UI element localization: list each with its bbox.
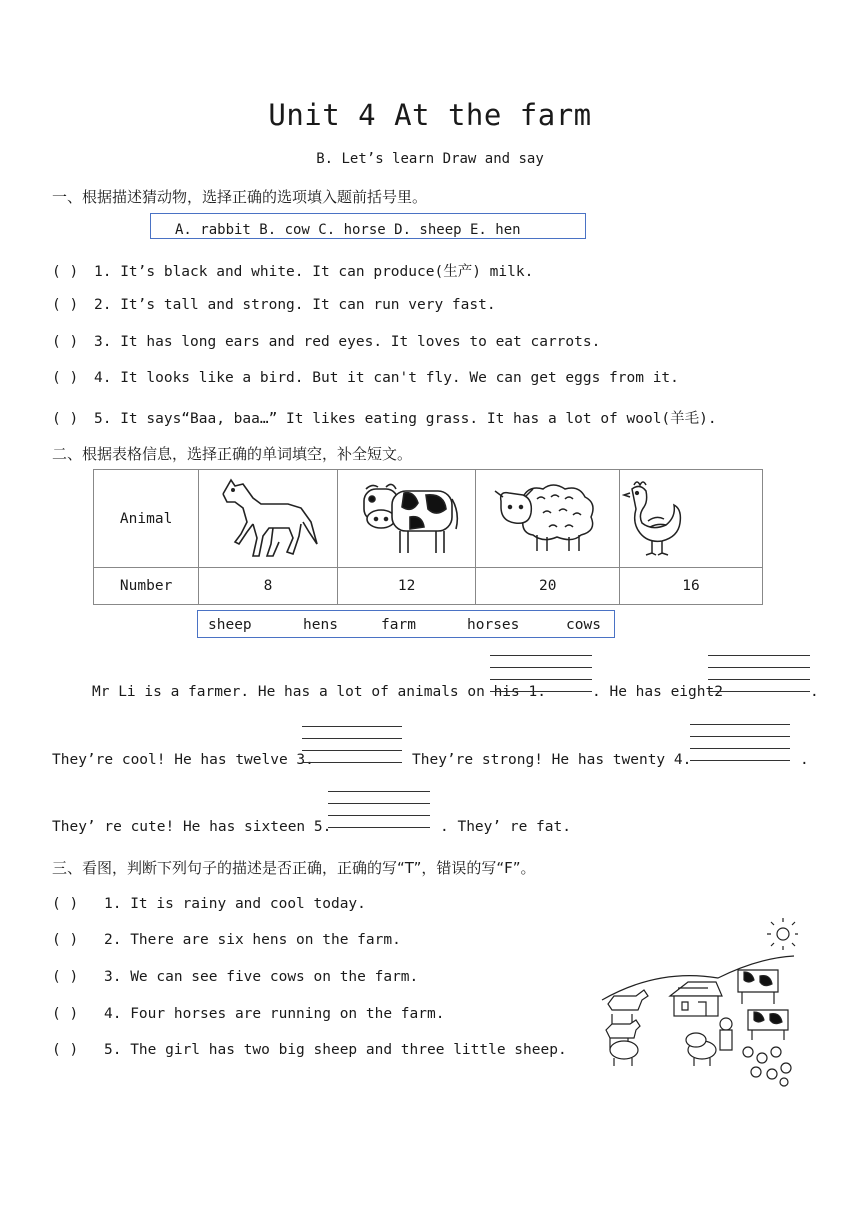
page-title: Unit 4 At the farm — [268, 98, 592, 132]
question-text: 1. It’s black and white. It can produce(生产) milk. — [94, 264, 534, 280]
answer-blank-4[interactable] — [690, 724, 790, 772]
number-cell: 12 — [337, 568, 476, 605]
question-item — [52, 932, 401, 948]
word-bank-item: farm — [381, 617, 416, 633]
row-label-number: Number — [94, 568, 199, 605]
answer-blank-5[interactable] — [328, 791, 430, 839]
answer-paren[interactable]: ( ) — [52, 334, 79, 350]
answer-blank-2[interactable] — [708, 655, 810, 703]
answer-paren[interactable]: ( ) — [52, 896, 79, 912]
number-cell: 8 — [199, 568, 338, 605]
animal-table — [93, 469, 763, 605]
question-text: 2. There are six hens on the farm. — [104, 932, 401, 948]
question-text: 2. It’s tall and strong. It can run very fast. — [94, 297, 496, 313]
question-item — [52, 297, 496, 313]
passage-text: They’re cool! He has twelve 3. — [52, 752, 314, 768]
question-item — [52, 407, 717, 428]
question-item — [52, 334, 600, 350]
answer-blank-3[interactable] — [302, 726, 402, 774]
part3-heading: 三、看图，判断下列句子的描述是否正确，正确的写“T”，错误的写“F”。 — [52, 859, 536, 877]
passage-text: Mr Li is a farmer. He has a lot of animals on his 1. — [92, 684, 546, 700]
word-bank — [197, 610, 615, 638]
passage-text: . They’ re fat. — [440, 819, 571, 835]
answer-paren[interactable]: ( ) — [52, 411, 79, 427]
question-text: 5. It says“Baa, baa…” It likes eating grass. It has a lot of wool(羊毛). — [94, 411, 717, 427]
question-item — [52, 1006, 444, 1022]
question-text: 3. We can see five cows on the farm. — [104, 969, 419, 985]
answer-paren[interactable]: ( ) — [52, 1006, 79, 1022]
answer-paren[interactable]: ( ) — [52, 1042, 79, 1058]
number-cell: 16 — [619, 568, 762, 605]
answer-paren[interactable]: ( ) — [52, 264, 79, 280]
page-subtitle: B. Let’s learn Draw and say — [316, 151, 544, 167]
question-item — [52, 969, 418, 985]
row-label-animal: Animal — [94, 470, 199, 568]
passage-text: . — [810, 684, 819, 700]
sheep-icon — [476, 470, 620, 568]
hen-icon — [619, 470, 762, 568]
answer-paren[interactable]: ( ) — [52, 932, 79, 948]
answer-paren[interactable]: ( ) — [52, 297, 79, 313]
part2-heading: 二、根据表格信息，选择正确的单词填空，补全短文。 — [52, 445, 413, 463]
word-bank-item: hens — [303, 617, 338, 633]
cow-icon — [337, 470, 476, 568]
question-text: 4. It looks like a bird. But it can't fly. We can get eggs from it. — [94, 370, 679, 386]
number-cell: 20 — [476, 568, 620, 605]
question-item — [52, 896, 366, 912]
farm-scene-icon — [598, 918, 798, 1090]
answer-paren[interactable]: ( ) — [52, 969, 79, 985]
passage-text: They’re strong! He has twenty 4. — [412, 752, 692, 768]
options-text: A. rabbit B. cow C. horse D. sheep E. hen — [175, 222, 521, 238]
answer-blank-1[interactable] — [490, 655, 592, 703]
word-bank-item: horses — [467, 617, 520, 633]
word-bank-item: cows — [566, 617, 601, 633]
passage-text: They’ re cute! He has sixteen 5. — [52, 819, 332, 835]
passage-text: . — [800, 752, 809, 768]
question-text: 5. The girl has two big sheep and three little sheep. — [104, 1042, 567, 1058]
question-item — [52, 260, 533, 281]
question-text: 3. It has long ears and red eyes. It loves to eat carrots. — [94, 334, 601, 350]
question-text: 1. It is rainy and cool today. — [104, 896, 366, 912]
passage-text: . He has eight2 — [592, 684, 723, 700]
question-item — [52, 370, 679, 386]
answer-paren[interactable]: ( ) — [52, 370, 79, 386]
options-box — [150, 213, 586, 239]
question-text: 4. Four horses are running on the farm. — [104, 1006, 445, 1022]
question-item — [52, 1042, 567, 1058]
word-bank-item: sheep — [208, 617, 252, 633]
horse-icon — [199, 470, 338, 568]
part1-heading: 一、根据描述猜动物，选择正确的选项填入题前括号里。 — [52, 188, 428, 206]
